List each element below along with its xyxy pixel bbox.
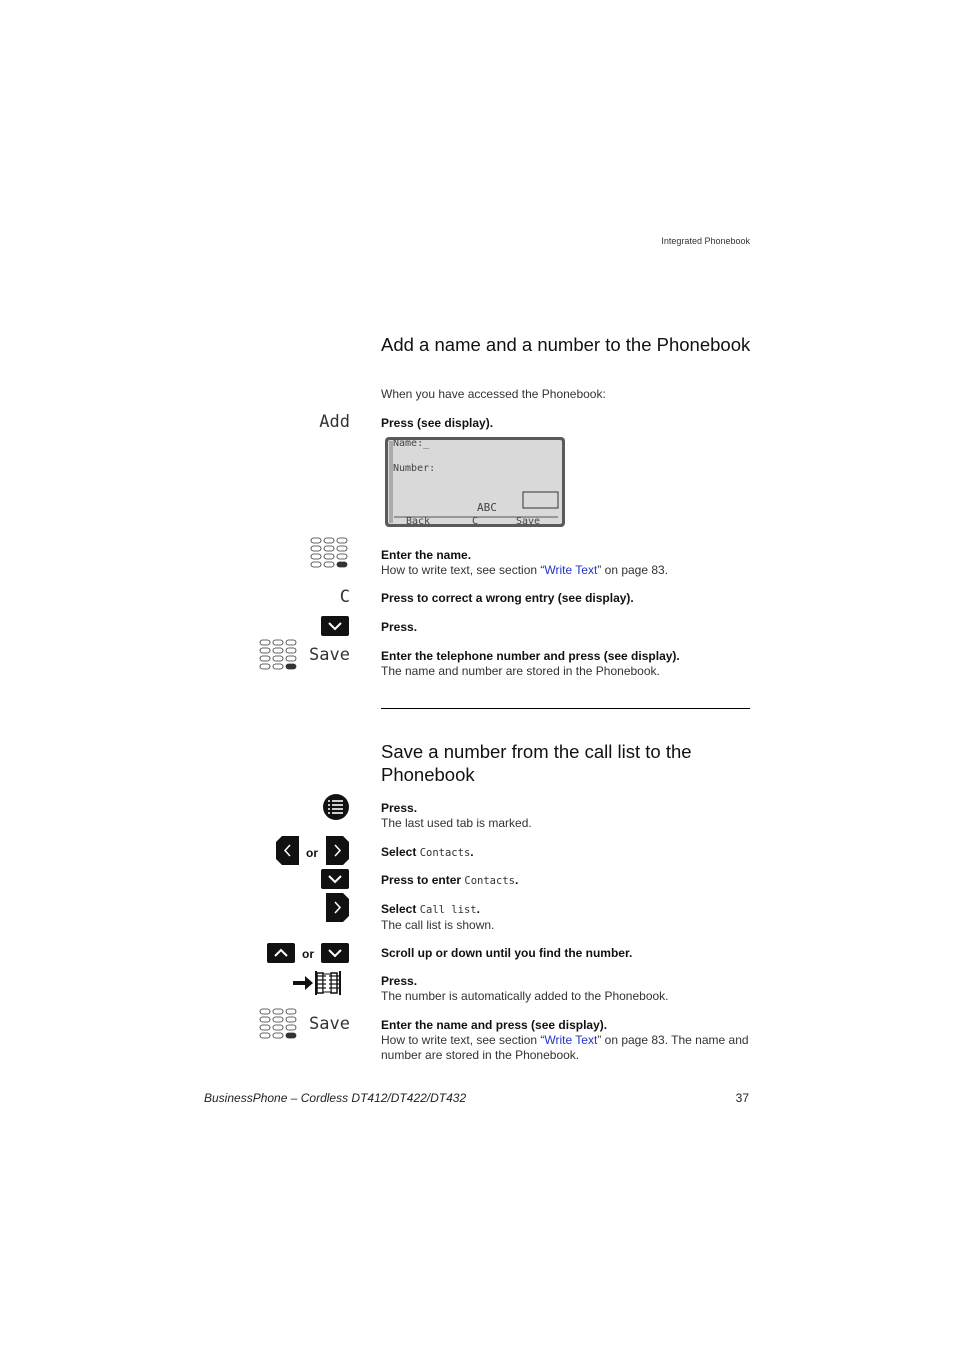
up-arrow-key-icon — [267, 943, 295, 963]
footer-title: BusinessPhone – Cordless DT412/DT422/DT432 — [204, 1091, 467, 1105]
display-softkey-c: C — [472, 516, 479, 527]
call-list-shown-text: The call list is shown. — [381, 918, 495, 932]
select-label: Select — [381, 902, 417, 916]
step-press-add-title: Press. — [381, 974, 418, 988]
contacts-tab-name: Contacts — [464, 875, 515, 887]
step-enter-number-title: Enter the telephone number and press (see display). — [381, 649, 680, 663]
press-to-enter-label: Press to enter — [381, 873, 462, 887]
step-enter-name-detail — [381, 563, 753, 578]
detail-pre: How to write text, see section “ — [381, 563, 545, 577]
down-arrow-key-icon — [321, 943, 349, 963]
display-number-label: Number: — [393, 463, 436, 474]
step-enter-name-title: Enter the name. — [381, 548, 472, 562]
select-label: Select — [381, 845, 417, 859]
detail-post: ” on page 83. The name and number are stored in the Phonebook. — [381, 1033, 749, 1062]
call-list-option: Call list — [419, 904, 477, 916]
right-arrow-key-icon — [326, 893, 349, 922]
step-press-down: Press. — [381, 620, 418, 634]
period: . — [470, 845, 474, 859]
c-softkey-label: C — [339, 587, 350, 607]
period: . — [514, 873, 519, 887]
step-enter-contacts — [381, 873, 753, 889]
add-softkey-label: Add — [319, 412, 350, 432]
display-frame-graphic — [384, 436, 566, 528]
or-label: or — [306, 846, 318, 860]
page-number: 37 — [735, 1091, 749, 1105]
save-softkey-label: Save — [309, 1014, 350, 1034]
section-divider — [381, 708, 750, 709]
step-press-menu-detail: The last used tab is marked. — [381, 816, 532, 830]
contacts-tab-name: Contacts — [419, 847, 471, 859]
keypad-icon — [259, 1008, 299, 1041]
display-softkey-back: Back — [406, 516, 431, 527]
step-correct-entry: Press to correct a wrong entry (see display). — [381, 591, 634, 605]
detail-pre: How to write text, see section “ — [381, 1033, 545, 1047]
or-label: or — [302, 947, 314, 961]
keypad-icon — [259, 639, 299, 672]
step-press-see-display: Press (see display). — [381, 416, 494, 430]
step-enter-name-save-detail — [381, 1033, 753, 1063]
down-arrow-key-icon — [321, 869, 349, 889]
running-header: Integrated Phonebook — [661, 236, 750, 246]
write-text-link[interactable]: Write Text — [544, 563, 598, 577]
down-arrow-key-icon — [321, 616, 349, 636]
keypad-icon — [310, 537, 350, 570]
period: . — [476, 902, 480, 916]
section-title-add-name: Add a name and a number to the Phonebook — [381, 334, 751, 355]
step-enter-number-detail: The name and number are stored in the Phonebook. — [381, 664, 660, 678]
step-enter-name-save — [381, 1018, 753, 1063]
step-scroll: Scroll up or down until you find the number. — [381, 946, 633, 960]
left-arrow-key-icon — [276, 836, 299, 865]
detail-post: ” on page 83. — [597, 563, 669, 577]
save-softkey-label: Save — [309, 645, 350, 665]
add-to-phonebook-icon — [293, 971, 349, 995]
step-select-contacts — [381, 845, 753, 861]
menu-list-key-icon — [322, 793, 350, 821]
step-enter-name-save-title: Enter the name and press (see display). — [381, 1018, 608, 1032]
step-press-menu-title: Press. — [381, 801, 418, 815]
display-abc-mode: ABC — [477, 501, 497, 514]
step-select-call-list — [381, 902, 753, 933]
step-press-add — [381, 974, 753, 1004]
step-press-add-detail: The number is automatically added to the Phonebook. — [381, 989, 669, 1003]
display-name-label: Name:_ — [393, 438, 430, 449]
phone-display-illustration — [384, 436, 566, 528]
intro-text: When you have accessed the Phonebook: — [381, 387, 606, 401]
step-enter-number — [381, 649, 753, 679]
display-softkey-save: Save — [516, 516, 541, 527]
right-arrow-key-icon — [326, 836, 349, 865]
write-text-link[interactable]: Write Text — [544, 1033, 598, 1047]
section-title-save-number: Save a number from the call list to the Phonebook — [381, 741, 692, 785]
step-enter-name — [381, 548, 753, 578]
step-press-menu — [381, 801, 753, 831]
